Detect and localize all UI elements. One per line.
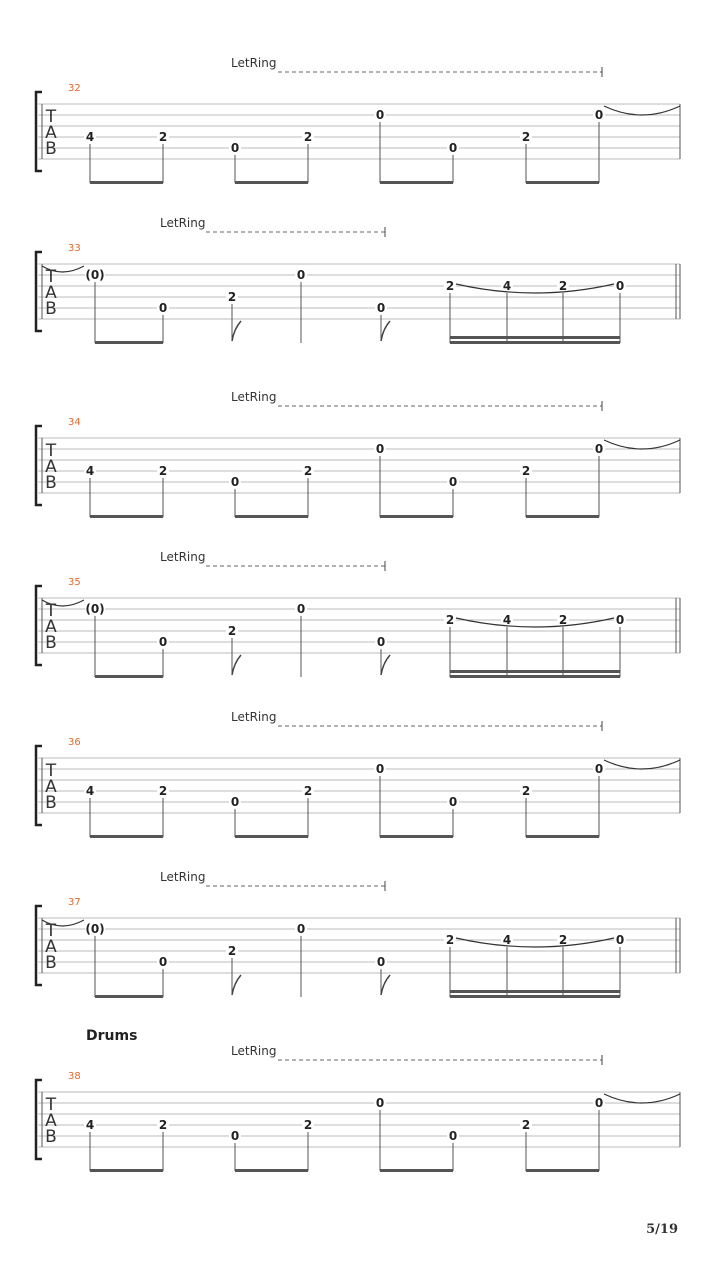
measure-number: 32 [68,83,81,94]
beam [90,181,163,184]
section-label: Drums [86,1028,138,1044]
eighth-flag [381,321,390,341]
eighth-flag [232,655,241,675]
fret-number: 0 [615,933,625,947]
tie-arc [604,106,680,115]
eighth-flag [381,975,390,995]
fret-number: 0 [615,279,625,293]
fret-number: 4 [85,784,95,798]
eighth-flag [232,975,241,995]
slur-arc [456,938,614,947]
let-ring-label: LetRing [160,550,206,564]
beam [90,1169,163,1172]
beam [450,670,620,673]
fret-number: 0 [448,141,458,155]
beam [235,1169,308,1172]
measure-number: 38 [68,1071,81,1082]
tab-clef-letter: T [45,267,57,287]
fret-number: 2 [521,1118,531,1132]
measure-number: 35 [68,577,81,588]
tie-arc [604,1094,680,1103]
tab-system [0,548,720,698]
fret-number: 2 [521,464,531,478]
fret-number: 0 [375,762,385,776]
beam [95,675,163,678]
slur-arc [456,284,614,293]
beam [450,995,620,998]
beam [526,835,599,838]
fret-number: 4 [85,1118,95,1132]
fret-number: 2 [445,933,455,947]
fret-number: (0) [85,922,105,936]
tab-clef-letter: B [45,793,57,813]
tab-staff [0,1042,720,1192]
tab-clef-letter: B [45,299,57,319]
fret-number: 0 [375,442,385,456]
fret-number: 2 [521,784,531,798]
beam [235,515,308,518]
beam [380,835,453,838]
tab-staff [0,548,720,698]
fret-number: 0 [230,795,240,809]
tab-clef-letter: B [45,1127,57,1147]
fret-number: 4 [502,279,512,293]
fret-number: 0 [615,613,625,627]
fret-number: 2 [303,130,313,144]
tab-system [0,868,720,1018]
beam [450,990,620,993]
fret-number: 4 [502,933,512,947]
fret-number: 0 [376,955,386,969]
tab-staff [0,868,720,1018]
tab-clef-letter: B [45,139,57,159]
fret-number: 4 [85,464,95,478]
tie-arc [604,760,680,769]
measure-number: 33 [68,243,81,254]
fret-number: 2 [558,933,568,947]
fret-number: 0 [594,108,604,122]
eighth-flag [232,321,241,341]
fret-number: 0 [230,475,240,489]
beam [90,515,163,518]
fret-number: 2 [521,130,531,144]
let-ring-label: LetRing [231,710,277,724]
tab-clef-letter: T [45,921,57,941]
tab-clef-letter: A [45,777,57,797]
tie-arc [604,440,680,449]
tab-clef-letter: T [45,761,57,781]
tab-staff [0,708,720,858]
let-ring-label: LetRing [160,216,206,230]
fret-number: 2 [227,624,237,638]
fret-number: 2 [158,464,168,478]
tab-clef-letter: T [45,1095,57,1115]
beam [95,341,163,344]
tab-clef-letter: A [45,617,57,637]
beam [526,181,599,184]
fret-number: 0 [230,141,240,155]
fret-number: 2 [303,784,313,798]
tab-system [0,708,720,858]
tab-system [0,1042,720,1192]
tab-clef-letter: A [45,123,57,143]
fret-number: 0 [230,1129,240,1143]
fret-number: 2 [558,613,568,627]
fret-number: 0 [448,475,458,489]
fret-number: 4 [502,613,512,627]
beam [95,995,163,998]
fret-number: 0 [296,268,306,282]
fret-number: 0 [375,108,385,122]
tab-clef-letter: A [45,937,57,957]
beam [380,181,453,184]
fret-number: 0 [158,635,168,649]
fret-number: 4 [85,130,95,144]
beam [380,1169,453,1172]
let-ring-label: LetRing [231,1044,277,1058]
fret-number: 2 [227,944,237,958]
tab-staff [0,388,720,538]
tab-clef-letter: A [45,1111,57,1131]
tab-clef-letter: T [45,107,57,127]
tab-clef-letter: B [45,953,57,973]
tab-clef-letter: A [45,283,57,303]
fret-number: 2 [158,784,168,798]
measure-number: 34 [68,417,81,428]
beam [235,835,308,838]
tab-staff [0,214,720,364]
fret-number: 0 [158,955,168,969]
page-number: 5/19 [646,1222,678,1237]
fret-number: 0 [296,922,306,936]
fret-number: 0 [594,762,604,776]
fret-number: 0 [594,1096,604,1110]
fret-number: 0 [448,1129,458,1143]
fret-number: 2 [227,290,237,304]
beam [450,336,620,339]
let-ring-label: LetRing [231,390,277,404]
beam [526,1169,599,1172]
fret-number: 0 [376,635,386,649]
fret-number: 2 [158,1118,168,1132]
let-ring-label: LetRing [231,56,277,70]
tab-clef-letter: B [45,633,57,653]
tab-system [0,214,720,364]
fret-number: 2 [158,130,168,144]
tab-staff [0,54,720,204]
fret-number: 0 [376,301,386,315]
fret-number: 2 [303,464,313,478]
tab-clef-letter: T [45,601,57,621]
tab-system [0,388,720,538]
tab-system [0,54,720,204]
measure-number: 36 [68,737,81,748]
fret-number: 2 [445,279,455,293]
tab-clef-letter: A [45,457,57,477]
tab-clef-letter: T [45,441,57,461]
fret-number: 0 [594,442,604,456]
beam [380,515,453,518]
beam [450,675,620,678]
beam [90,835,163,838]
beam [450,341,620,344]
measure-number: 37 [68,897,81,908]
fret-number: 0 [448,795,458,809]
fret-number: 0 [375,1096,385,1110]
fret-number: 0 [158,301,168,315]
fret-number: (0) [85,268,105,282]
beam [526,515,599,518]
fret-number: (0) [85,602,105,616]
fret-number: 2 [558,279,568,293]
fret-number: 0 [296,602,306,616]
let-ring-label: LetRing [160,870,206,884]
fret-number: 2 [303,1118,313,1132]
tab-clef-letter: B [45,473,57,493]
eighth-flag [381,655,390,675]
fret-number: 2 [445,613,455,627]
beam [235,181,308,184]
slur-arc [456,618,614,627]
